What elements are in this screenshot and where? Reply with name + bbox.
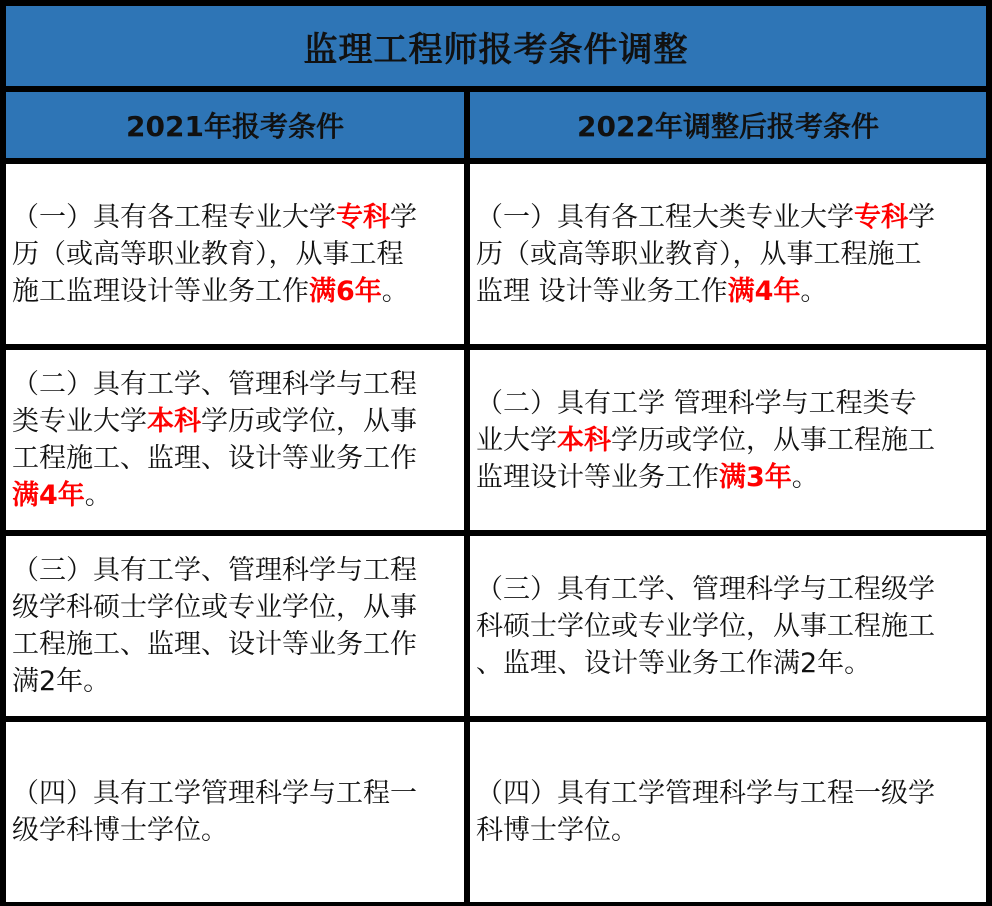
highlighted-text: 满4年 xyxy=(12,480,85,511)
condition-cell-2022 xyxy=(470,164,986,344)
highlighted-text: 专科 xyxy=(854,201,908,233)
highlighted-text: 满6年 xyxy=(309,275,382,307)
text-segment: 历（或高等职业教育），从事工程施工 xyxy=(476,238,922,270)
text-segment: （三）具有工学、管理科学与工程级学 xyxy=(476,573,935,605)
condition-cell-2021 xyxy=(6,536,464,716)
text-line xyxy=(12,626,464,663)
text-line xyxy=(476,608,986,645)
text-line xyxy=(12,812,464,849)
text-segment: 级学科硕士学位或专业学位，从事 xyxy=(12,592,417,623)
column-header-2022: 2022年调整后报考条件 xyxy=(470,92,986,158)
text-segment: （二）具有工学、管理科学与工程 xyxy=(12,369,417,400)
text-line xyxy=(12,403,464,440)
highlighted-text: 本科 xyxy=(557,424,611,456)
text-segment: 科博士学位。 xyxy=(476,815,638,846)
text-line xyxy=(476,422,986,459)
text-segment: （二）具有工学 管理科学与工程类专 xyxy=(476,387,917,419)
text-segment: 满2年。 xyxy=(12,666,111,697)
text-segment: 级学科博士学位。 xyxy=(12,815,228,846)
text-line xyxy=(476,459,986,496)
text-segment: 学 xyxy=(908,201,935,233)
text-line xyxy=(12,440,464,477)
condition-cell-2022 xyxy=(470,350,986,530)
text-segment: 历（或高等职业教育），从事工程 xyxy=(12,238,404,270)
text-segment: 科硕士学位或专业学位，从事工程施工 xyxy=(476,610,935,642)
text-segment: 监理设计等业务工作 xyxy=(476,461,719,493)
text-segment: 监理 设计等业务工作 xyxy=(476,275,728,307)
text-segment: 。 xyxy=(791,461,819,493)
text-line xyxy=(12,663,464,700)
text-line xyxy=(476,199,986,236)
text-line xyxy=(12,775,464,812)
condition-cell-2021 xyxy=(6,722,464,902)
condition-cell-2021 xyxy=(6,164,464,344)
text-segment: 。 xyxy=(84,480,112,511)
text-line xyxy=(476,571,986,608)
condition-cell-2022 xyxy=(470,722,986,902)
text-segment: 。 xyxy=(381,275,409,307)
text-line xyxy=(476,273,986,310)
text-line xyxy=(476,775,986,812)
text-segment: （三）具有工学、管理科学与工程 xyxy=(12,555,417,586)
text-segment: 业大学 xyxy=(476,424,557,456)
table-title: 监理工程师报考条件调整 xyxy=(6,6,986,86)
highlighted-text: 本科 xyxy=(147,406,201,437)
text-line xyxy=(12,589,464,626)
highlighted-text: 满3年 xyxy=(719,461,792,493)
highlighted-text: 满4年 xyxy=(727,275,801,307)
text-segment: 、监理、设计等业务工作满2年。 xyxy=(476,647,872,679)
text-line xyxy=(476,645,986,682)
text-segment: 类专业大学 xyxy=(12,406,147,437)
text-segment: （四）具有工学管理科学与工程一级学 xyxy=(476,778,935,809)
text-line xyxy=(476,236,986,273)
text-segment: 施工监理设计等业务工作 xyxy=(12,275,309,307)
highlighted-text: 专科 xyxy=(336,201,390,233)
text-segment: 学 xyxy=(390,201,417,233)
condition-cell-2022 xyxy=(470,536,986,716)
text-line xyxy=(12,273,464,310)
text-segment: （一）具有各工程专业大学 xyxy=(12,201,336,233)
text-segment: 学历或学位，从事 xyxy=(201,406,417,437)
text-segment: （四）具有工学管理科学与工程一 xyxy=(12,778,417,809)
text-segment: 学历或学位，从事工程施工 xyxy=(611,424,935,456)
text-line xyxy=(12,366,464,403)
text-line xyxy=(12,552,464,589)
text-line xyxy=(12,199,464,236)
condition-cell-2021 xyxy=(6,350,464,530)
column-header-2021: 2021年报考条件 xyxy=(6,92,464,158)
text-line xyxy=(12,477,464,514)
text-segment: 。 xyxy=(800,275,828,307)
text-segment: 工程施工、监理、设计等业务工作 xyxy=(12,629,417,660)
text-line xyxy=(476,812,986,849)
text-line xyxy=(12,236,464,273)
text-segment: 工程施工、监理、设计等业务工作 xyxy=(12,443,417,474)
text-line xyxy=(476,385,986,422)
text-segment: （一）具有各工程大类专业大学 xyxy=(476,201,854,233)
